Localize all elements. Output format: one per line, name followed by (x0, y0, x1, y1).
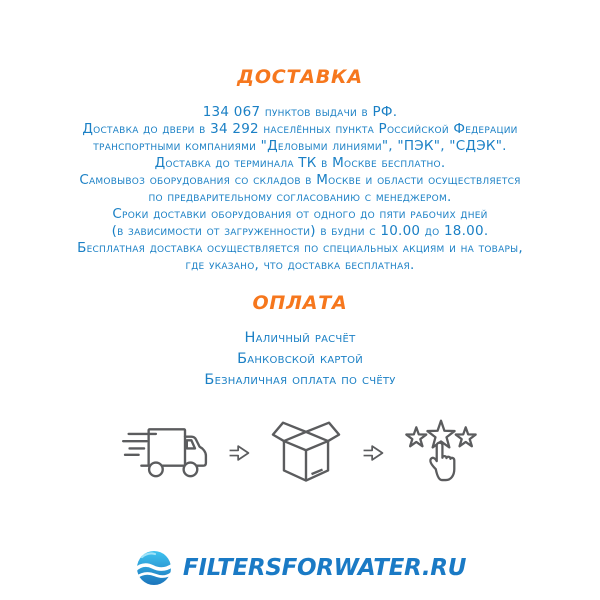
water-globe-logo-icon (134, 549, 174, 587)
order-process-icons (0, 415, 600, 491)
delivery-line: Сроки доставки оборудования от одного до пяти рабочих дней (112, 206, 488, 222)
payment-methods-block (20, 328, 580, 391)
delivery-line: Доставка до терминала ТК в Москве бесплатно. (154, 155, 446, 171)
delivery-line: Бесплатная доставка осуществляется по специальных акциям и на товары, (77, 240, 523, 256)
arrow-right-icon (227, 444, 251, 462)
delivery-line: по предварительному согласованию с менеджером. (148, 189, 452, 205)
delivery-line: транспортными компаниями "Деловыми линиями", "ПЭК", "СДЭК". (93, 138, 507, 154)
delivery-line: где указано, что доставка бесплатная. (185, 257, 415, 273)
delivery-line: Доставка до двери в 34 292 населённых пункта Российской Федерации (82, 121, 518, 137)
payment-method: Безналичная оплата по счёту (204, 372, 396, 388)
delivery-section-title: ДОСТАВКА (237, 66, 363, 88)
delivery-line: 134 067 пунктов выдачи в РФ. (202, 104, 398, 120)
rating-stars-hand-icon (403, 415, 479, 491)
arrow-right-icon (361, 444, 385, 462)
payment-section-title: ОПЛАТА (252, 292, 348, 314)
delivery-line: (в зависимости от загруженности) в будни с 10.00 до 18.00. (111, 223, 489, 239)
delivery-line: Самовывоз оборудования со складов в Москве и области осуществляется (79, 172, 521, 188)
delivery-text-block (20, 104, 580, 274)
payment-method: Банковской картой (237, 351, 363, 367)
payment-method: Наличный расчёт (244, 330, 356, 346)
site-logo[interactable] (134, 549, 466, 587)
fast-delivery-truck-icon (121, 423, 209, 483)
site-logo-text: FILTERSFORWATER.RU (182, 555, 467, 581)
open-box-icon (269, 419, 343, 487)
